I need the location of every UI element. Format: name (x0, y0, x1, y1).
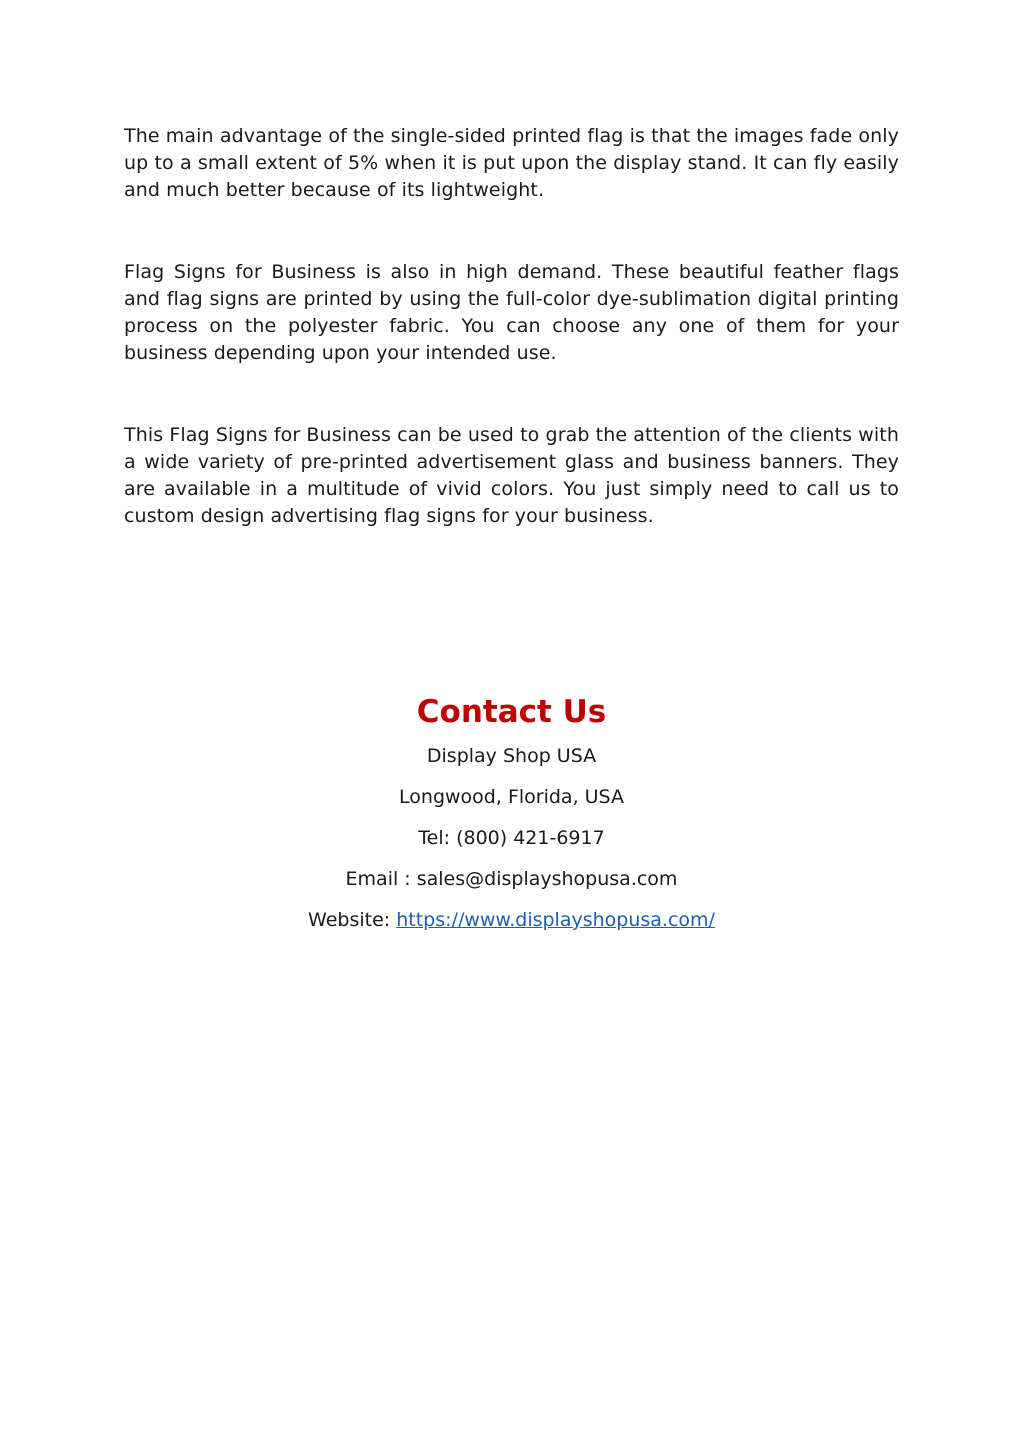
telephone: Tel: (800) 421-6917 (418, 827, 605, 849)
contact-heading: Contact Us (416, 694, 607, 730)
paragraph-flag-signs-attention: This Flag Signs for Business can be used to grab the attention of the clients with a wide variety of pre-printed advertisement glass and business banners. They are available in a multitude of vivid colors. You just simply need to call us to custom design advertising flag signs for your business. (124, 424, 899, 527)
paragraph-single-sided-flag: The main advantage of the single-sided printed flag is that the images fade only up to a small extent of 5% when it is put upon the display stand. It can fly easily and much better because of its lightweight. (124, 125, 899, 201)
paragraph-flag-signs-demand: Flag Signs for Business is also in high demand. These beautiful feather flags and flag signs are printed by using the full-color dye-sublimation digital printing process on the polyester fabric. You can choose any one of them for your business depending upon your intended use. (124, 261, 899, 364)
website-line (0, 900, 1023, 941)
company-location: Longwood, Florida, USA (399, 786, 624, 808)
company-name: Display Shop USA (426, 745, 597, 767)
website-label: Website: (308, 909, 397, 931)
contact-section (0, 690, 1023, 941)
website-link[interactable]: https://www.displayshopusa.com/ (396, 909, 715, 931)
email: Email : sales@displayshopusa.com (345, 868, 678, 890)
